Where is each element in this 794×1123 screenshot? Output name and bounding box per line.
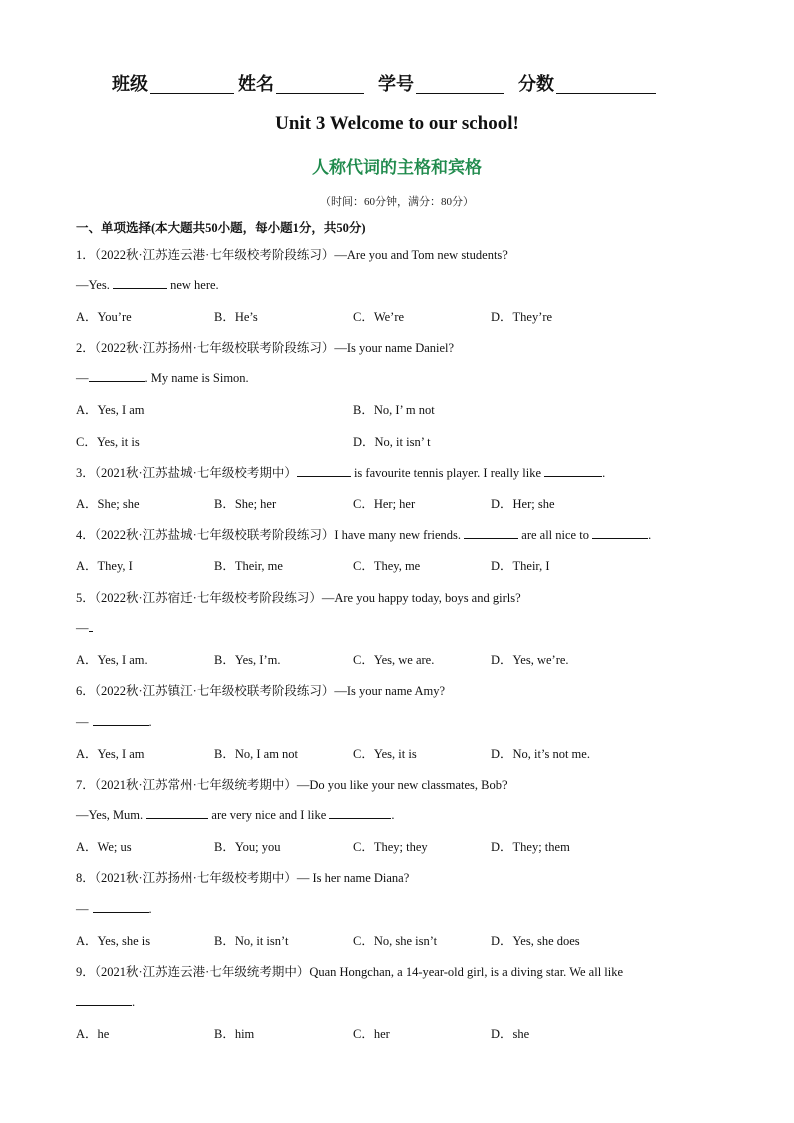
score-label: 分数 <box>518 74 554 94</box>
question-7-answer-line <box>76 806 395 823</box>
answer-middle: are very nice and I like <box>208 808 330 822</box>
page-subtitle: 人称代词的主格和宾格 <box>312 158 482 178</box>
question-3-stem <box>76 463 605 481</box>
answer-prefix: — <box>76 715 89 729</box>
question-3-option-a[interactable]: A．She; she <box>76 497 140 511</box>
question-6-option-c[interactable]: C．Yes, it is <box>353 747 417 761</box>
question-2-stem: 2．（2022秋·江苏扬州·七年级校联考阶段练习）—Is your name Daniel? <box>76 341 455 355</box>
question-9-answer-line <box>76 993 135 1010</box>
question-7-option-a[interactable]: A．We; us <box>76 840 132 854</box>
class-blank[interactable] <box>150 75 234 94</box>
question-7-stem: 7．（2021秋·江苏常州·七年级统考期中）—Do you like your new classmates, Bob? <box>76 778 508 792</box>
time-info: （时间：60分钟，满分：80分） <box>320 196 474 208</box>
answer-blank-2[interactable] <box>544 464 602 477</box>
question-6-option-a[interactable]: A．Yes, I am <box>76 747 145 761</box>
question-4-option-a[interactable]: A．They, I <box>76 559 133 573</box>
answer-suffix: . <box>391 808 395 822</box>
answer-blank-2[interactable] <box>592 526 648 539</box>
answer-prefix: — <box>76 902 89 916</box>
question-3-option-c[interactable]: C．Her; her <box>353 497 416 511</box>
question-8-option-b[interactable]: B．No, it isn’t <box>214 934 289 948</box>
answer-blank[interactable] <box>89 619 93 632</box>
question-1-option-b[interactable]: B．He’s <box>214 310 258 324</box>
question-1-option-a[interactable]: A．You’re <box>76 310 132 324</box>
question-8-option-d[interactable]: D．Yes, she does <box>491 934 580 948</box>
question-8-answer-line <box>76 900 152 917</box>
class-label: 班级 <box>112 74 148 94</box>
answer-suffix: . <box>132 995 136 1009</box>
stem-part-c: . <box>648 528 652 542</box>
name-label: 姓名 <box>238 74 274 94</box>
question-4-option-b[interactable]: B．Their, me <box>214 559 283 573</box>
stem-part-b: is favourite tennis player. I really like <box>350 466 545 480</box>
question-1-option-d[interactable]: D．They’re <box>491 310 553 324</box>
question-1-stem: 1．（2022秋·江苏连云港·七年级校考阶段练习）—Are you and Tom new students? <box>76 248 508 262</box>
question-7-option-d[interactable]: D．They; them <box>491 840 570 854</box>
question-1-answer-line <box>76 276 219 293</box>
question-5-answer-line <box>76 619 93 636</box>
score-blank[interactable] <box>556 75 656 94</box>
question-3-option-d[interactable]: D．Her; she <box>491 497 555 511</box>
stem-part-c: . <box>602 466 606 480</box>
answer-blank[interactable] <box>89 369 145 382</box>
name-blank[interactable] <box>276 75 364 94</box>
question-1-option-c[interactable]: C．We’re <box>353 310 405 324</box>
question-9-option-c[interactable]: C．her <box>353 1027 390 1041</box>
answer-prefix: —Yes. <box>76 278 113 292</box>
section-title: 一、单项选择(本大题共50小题，每小题1分，共50分) <box>76 221 366 235</box>
question-6-stem: 6．（2022秋·江苏镇江·七年级校联考阶段练习）—Is your name Amy? <box>76 684 446 698</box>
question-7-option-b[interactable]: B．You; you <box>214 840 281 854</box>
question-2-option-d[interactable]: D．No, it isn’ t <box>353 435 431 449</box>
question-4-option-d[interactable]: D．Their, I <box>491 559 550 573</box>
answer-blank-2[interactable] <box>329 806 391 819</box>
question-4-stem <box>76 525 651 543</box>
answer-blank[interactable] <box>93 713 149 726</box>
question-8-stem: 8．（2021秋·江苏扬州·七年级校考期中）— Is her name Diana? <box>76 871 410 885</box>
question-2-option-b[interactable]: B．No, I’ m not <box>353 403 435 417</box>
answer-blank-1[interactable] <box>146 806 208 819</box>
question-4-option-c[interactable]: C．They, me <box>353 559 421 573</box>
question-2-option-a[interactable]: A．Yes, I am <box>76 403 145 417</box>
answer-blank[interactable] <box>93 900 149 913</box>
answer-blank[interactable] <box>76 993 132 1006</box>
answer-blank[interactable] <box>113 276 167 289</box>
question-5-option-c[interactable]: C．Yes, we are. <box>353 653 435 667</box>
stem-part-a: 4．（2022秋·江苏盐城·七年级校联考阶段练习）I have many new friends. <box>76 528 465 542</box>
answer-suffix: . <box>148 715 152 729</box>
question-3-option-b[interactable]: B．She; her <box>214 497 277 511</box>
stem-part-a: 3．（2021秋·江苏盐城·七年级校考期中） <box>76 466 297 480</box>
page-title: Unit 3 Welcome to our school! <box>275 113 519 134</box>
answer-prefix: — <box>76 371 89 385</box>
answer-blank-1[interactable] <box>297 464 351 477</box>
id-blank[interactable] <box>416 75 504 94</box>
stem-part-b: are all nice to <box>518 528 593 542</box>
question-9-option-d[interactable]: D．she <box>491 1027 530 1041</box>
question-7-option-c[interactable]: C．They; they <box>353 840 428 854</box>
question-8-option-c[interactable]: C．No, she isn’t <box>353 934 438 948</box>
answer-suffix: . <box>148 902 152 916</box>
answer-suffix: . My name is Simon. <box>144 371 249 385</box>
answer-blank-1[interactable] <box>464 526 518 539</box>
answer-suffix: new here. <box>166 278 219 292</box>
question-5-option-a[interactable]: A．Yes, I am. <box>76 653 148 667</box>
student-info-line <box>112 70 692 96</box>
question-6-answer-line <box>76 713 152 730</box>
question-9-stem: 9．（2021秋·江苏连云港·七年级统考期中）Quan Hongchan, a 14-year-old girl, is a diving star. We all like <box>76 965 624 979</box>
question-5-option-b[interactable]: B．Yes, I’m. <box>214 653 281 667</box>
answer-prefix: — <box>76 621 89 635</box>
question-5-stem: 5．（2022秋·江苏宿迁·七年级校考阶段练习）—Are you happy today, boys and girls? <box>76 591 521 605</box>
id-label: 学号 <box>378 74 414 94</box>
answer-prefix: —Yes, Mum. <box>76 808 147 822</box>
question-9-option-b[interactable]: B．him <box>214 1027 255 1041</box>
question-6-option-d[interactable]: D．No, it’s not me. <box>491 747 590 761</box>
question-2-answer-line <box>76 369 249 386</box>
question-2-option-c[interactable]: C．Yes, it is <box>76 435 140 449</box>
question-8-option-a[interactable]: A．Yes, she is <box>76 934 151 948</box>
question-5-option-d[interactable]: D．Yes, we’re. <box>491 653 569 667</box>
question-6-option-b[interactable]: B．No, I am not <box>214 747 299 761</box>
question-9-option-a[interactable]: A．he <box>76 1027 110 1041</box>
